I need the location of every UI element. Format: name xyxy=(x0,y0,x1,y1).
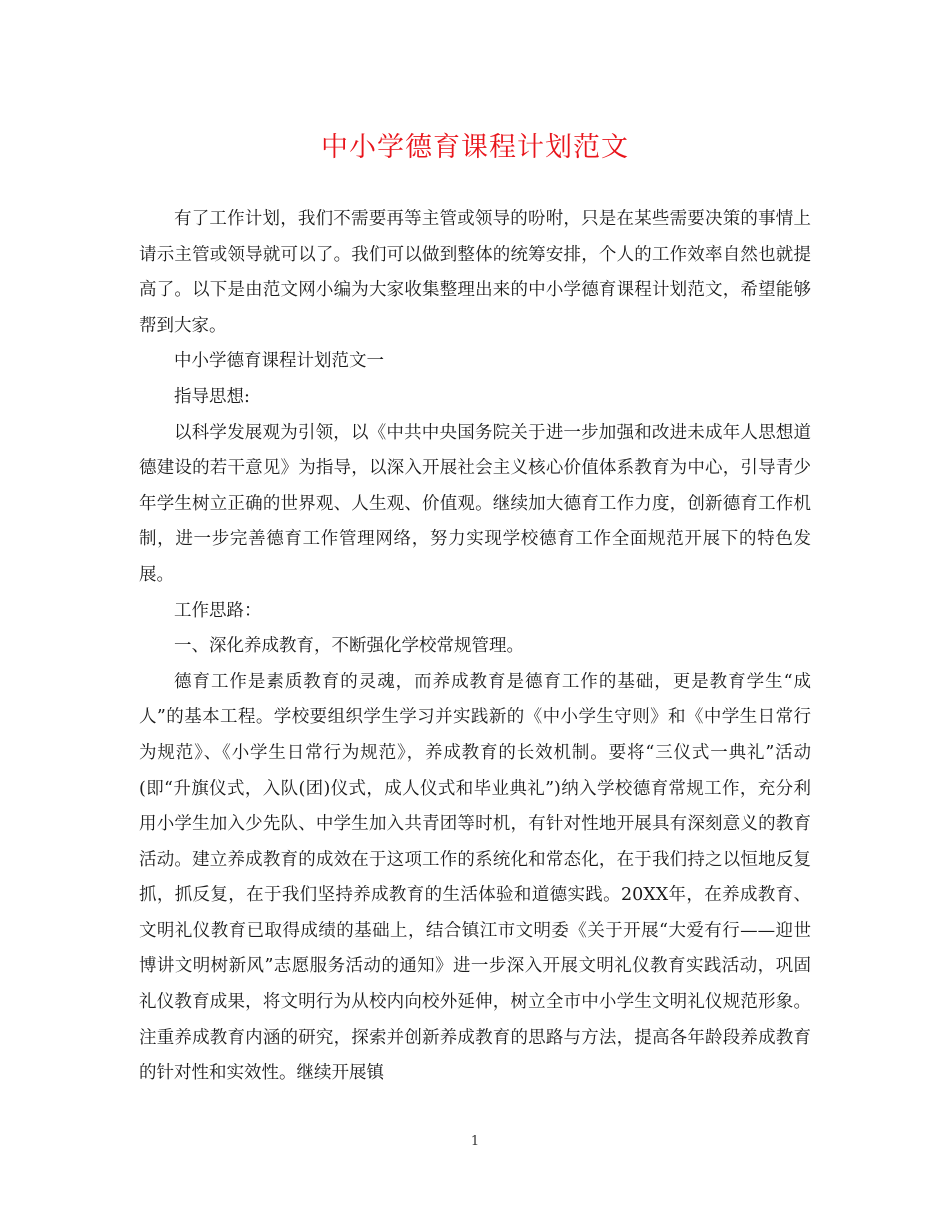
habit-education-paragraph: 德育工作是素质教育的灵魂，而养成教育是德育工作的基础，更是教育学生“成人”的基本工程。学校要组织学生学习并实践新的《中小学生守则》和《中学生日常行为规范》、《小学生日常行为规范》，养成教育的长效机制。要将“三仪式一典礼”活动(即“升旗仪式，入队(团)仪式，成人仪式和毕业典礼”)纳入学校德育常规工作，充分利用小学生加入少先队、中学生加入共青团等时机，有针对性地开展具有深刻意义的教育活动。建立养成教育的成效在于这项工作的系统化和常态化，在于我们持之以恒地反复抓，抓反复，在于我们坚持养成教育的生活体验和道德实践。20XX年，在养成教育、文明礼仪教育已取得成绩的基础上，结合镇江市文明委《关于开展“大爱有行——迎世博讲文明树新风”志愿服务活动的通知》进一步深入开展文明礼仪教育实践活动，巩固礼仪教育成果，将文明行为从校内向校外延伸，树立全市中小学生文明礼仪规范形象。注重养成教育内涵的研究，探索并创新养成教育的思路与方法，提高各年龄段养成教育的针对性和实效性。继续开展镇 xyxy=(139,671,811,1084)
intro-paragraph: 有了工作计划，我们不需要再等主管或领导的吩咐，只是在某些需要决策的事情上请示主管或领导就可以了。我们可以做到整体的统筹安排，个人的工作效率自然也就提高了。以下是由范文网小编为大家收集整理出来的中小学德育课程计划范文，希望能够帮到大家。 xyxy=(139,209,811,336)
section-heading-plan-one: 中小学德育课程计划范文一 xyxy=(174,351,384,372)
heading-work-ideas: 工作思路： xyxy=(174,600,262,621)
document-title: 中小学德育课程计划范文 xyxy=(321,132,629,163)
heading-guiding-thought: 指导思想: xyxy=(174,386,250,407)
heading-item-one: 一、深化养成教育，不断强化学校常规管理。 xyxy=(174,636,524,657)
page-number: 1 xyxy=(470,1134,480,1149)
document-body xyxy=(139,202,811,1092)
guiding-thought-paragraph: 以科学发展观为引领，以《中共中央国务院关于进一步加强和改进未成年人思想道德建设的若干意见》为指导，以深入开展社会主义核心价值体系教育为中心，引导青少年学生树立正确的世界观、人生观、价值观。继续加大德育工作力度，创新德育工作机制，进一步完善德育工作管理网络，努力实现学校德育工作全面规范开展下的特色发展。 xyxy=(139,422,811,585)
